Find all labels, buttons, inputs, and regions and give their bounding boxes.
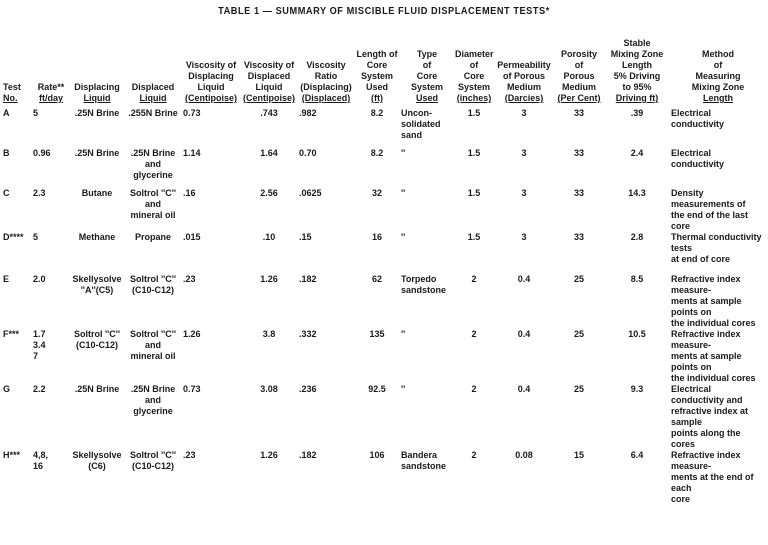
cell-core-type: Uncon- solidated sand [401, 108, 441, 140]
column-header-line: Medium [561, 82, 596, 92]
cell-visc-ratio: .236 [299, 384, 317, 394]
column-header-line: Liquid [139, 93, 167, 103]
column-header-line: Core [463, 71, 485, 81]
cell-visc-ratio: .15 [299, 232, 312, 242]
cell-permeability: 0.4 [517, 384, 531, 394]
column-header-line: Displaced [247, 71, 291, 81]
cell-porosity: 33 [573, 148, 584, 158]
cell-visc-ratio: .982 [299, 108, 317, 118]
cell-mixing-zone: 2.4 [630, 148, 644, 158]
cell-displacing: .25N Brine [74, 384, 120, 394]
column-header-line: of [713, 60, 723, 70]
cell-visc-ratio: 0.70 [299, 148, 317, 158]
column-header [2, 38, 32, 108]
column-header-line: Liquid [197, 82, 225, 92]
cell-test: D**** [3, 232, 24, 242]
cell-visc-displaced: 1.64 [260, 148, 278, 158]
cell-rate: 2.0 [33, 274, 46, 284]
column-header [240, 38, 298, 108]
cell-length: 92.5 [368, 384, 386, 394]
cell-method: Refractive index measure- ments at sample points on the individual cores [671, 274, 756, 328]
cell-permeability: 3 [521, 148, 527, 158]
column-header [182, 38, 240, 108]
cell-displacing: .25N Brine [74, 148, 120, 158]
cell-length: 16 [371, 232, 382, 242]
table-row [2, 232, 766, 274]
cell-rate: 5 [33, 232, 39, 242]
cell-length: 8.2 [370, 148, 384, 158]
cell-rate: 1.7 3.4 7 [33, 329, 46, 361]
table-row [2, 450, 766, 505]
cell-method: Refractive index measure- ments at the end of each core [671, 450, 754, 504]
column-header-line: Viscosity of [185, 60, 237, 70]
cell-method: Electrical conductivity [671, 108, 725, 129]
header-row [2, 38, 766, 108]
column-header-line: 5% Driving [613, 71, 661, 81]
cell-displacing: Skellysolve (C6) [72, 450, 122, 471]
cell-rate: 0.96 [33, 148, 51, 158]
cell-displaced: Soltrol ''C'' and mineral oil [129, 188, 177, 220]
column-header-line: Porous [563, 71, 595, 81]
cell-displaced: .25N Brine and glycerine [130, 148, 176, 180]
column-header [124, 38, 182, 108]
cell-visc-displaced: 3.08 [260, 384, 278, 394]
cell-visc-ratio: .182 [299, 274, 317, 284]
cell-test: A [3, 108, 10, 118]
cell-displacing: Methane [78, 232, 116, 242]
column-header [554, 38, 604, 108]
column-header-line: Mixing Zone [610, 49, 664, 59]
cell-length: 135 [369, 329, 385, 339]
cell-method: Electrical conductivity [671, 148, 725, 169]
cell-diameter: 2 [471, 450, 477, 460]
column-header-line: ft/day [38, 93, 63, 103]
table-row [2, 274, 766, 329]
column-header-line: Viscosity of [243, 60, 295, 70]
cell-diameter: 1.5 [467, 108, 481, 118]
cell-core-type: '' [401, 329, 406, 339]
column-header-line: Porosity [560, 49, 597, 59]
cell-rate: 5 [33, 108, 39, 118]
cell-visc-displaced: .743 [260, 108, 278, 118]
column-header [298, 38, 354, 108]
column-header-line: to 95% [622, 82, 652, 92]
column-header-line: of [574, 60, 584, 70]
column-header-line: Rate** [37, 82, 65, 92]
cell-method: Refractive index measure- ments at sample points on the individual cores [671, 329, 756, 383]
cell-method: Thermal conductivity tests at end of core [671, 232, 762, 264]
column-header-line: of [422, 60, 432, 70]
column-header-line: Core [366, 60, 388, 70]
cell-visc-displacing: 1.26 [183, 329, 201, 339]
cell-visc-displaced: 1.26 [260, 450, 278, 460]
column-header-line: Permeability [497, 60, 551, 70]
column-header-line: (Per Cent) [557, 93, 601, 103]
column-header-line: Length of [356, 49, 398, 59]
cell-visc-displacing: 0.73 [183, 384, 201, 394]
cell-permeability: 0.08 [515, 450, 533, 460]
cell-displacing: Butane [81, 188, 113, 198]
cell-diameter: 2 [471, 384, 477, 394]
cell-test: H*** [3, 450, 21, 460]
column-header-line: Length [622, 60, 652, 70]
cell-visc-displacing: .16 [183, 188, 196, 198]
cell-mixing-zone: 9.3 [630, 384, 644, 394]
cell-rate: 2.2 [33, 384, 46, 394]
cell-displaced: .25N Brine and glycerine [130, 384, 176, 416]
column-header-line: Used [365, 82, 388, 92]
column-header-line: of [469, 60, 479, 70]
cell-porosity: 33 [573, 108, 584, 118]
cell-mixing-zone: 2.8 [630, 232, 644, 242]
cell-length: 106 [369, 450, 385, 460]
cell-rate: 4,8, 16 [33, 450, 49, 471]
cell-displaced: Soltrol ''C'' (C10-C12) [129, 274, 177, 295]
cell-diameter: 1.5 [467, 188, 481, 198]
column-header-line: Liquid [255, 82, 283, 92]
cell-displaced: Soltrol ''C'' (C10-C12) [129, 450, 177, 471]
displacement-tests-table [2, 38, 766, 505]
column-header-line: Diameter [455, 49, 494, 59]
column-header-line: Mixing Zone [691, 82, 745, 92]
table-row [2, 188, 766, 232]
column-header-line: Used [415, 93, 438, 103]
cell-mixing-zone: .39 [630, 108, 644, 118]
column-header-line: Method [702, 49, 734, 59]
column-header [400, 38, 454, 108]
column-header-line: Medium [506, 82, 541, 92]
column-header-line: System [360, 71, 394, 81]
column-header-line: Length [703, 93, 733, 103]
column-header-line: (ft) [371, 93, 383, 103]
column-header-line: Viscosity [306, 60, 346, 70]
column-header-line: Displacing [188, 71, 234, 81]
cell-diameter: 1.5 [467, 148, 481, 158]
cell-visc-displaced: 1.26 [260, 274, 278, 284]
cell-visc-displacing: .23 [183, 274, 196, 284]
column-header [670, 38, 766, 108]
cell-displacing: Skellysolve ''A''(C5) [72, 274, 122, 295]
column-header-line: (inches) [456, 93, 492, 103]
cell-porosity: 25 [573, 329, 584, 339]
cell-visc-displacing: .23 [183, 450, 196, 460]
table-row [2, 329, 766, 384]
cell-permeability: 0.4 [517, 329, 531, 339]
column-header-line: (Darcies) [504, 93, 544, 103]
cell-visc-displacing: 0.73 [183, 108, 201, 118]
cell-displacing: Soltrol ''C'' (C10-C12) [73, 329, 121, 350]
cell-permeability: 3 [521, 232, 527, 242]
column-header-line: Core [416, 71, 438, 81]
cell-test: F*** [3, 329, 20, 339]
cell-visc-ratio: .182 [299, 450, 317, 460]
table-row [2, 108, 766, 148]
column-header-line: System [410, 82, 444, 92]
column-header [32, 38, 70, 108]
cell-core-type: '' [401, 232, 406, 242]
column-header-line: No. [3, 93, 18, 103]
cell-displacing: .25N Brine [74, 108, 120, 118]
cell-core-type: '' [401, 148, 406, 158]
cell-visc-displacing: 1.14 [183, 148, 201, 158]
column-header-line: Stable [623, 38, 651, 48]
cell-porosity: 25 [573, 274, 584, 284]
cell-length: 8.2 [370, 108, 384, 118]
column-header-line: Liquid [83, 93, 111, 103]
cell-mixing-zone: 10.5 [628, 329, 646, 339]
column-header-line: (Centipoise) [184, 93, 237, 103]
cell-core-type: Bandera sandstone [401, 450, 447, 471]
cell-visc-displacing: .015 [183, 232, 201, 242]
cell-mixing-zone: 14.3 [628, 188, 646, 198]
column-header-line: of Porous [503, 71, 545, 81]
cell-permeability: 3 [521, 108, 527, 118]
column-header-line: (Displaced) [301, 93, 351, 103]
cell-displaced: .255N Brine [128, 108, 178, 118]
column-header [604, 38, 670, 108]
table-row [2, 384, 766, 450]
cell-test: G [3, 384, 11, 394]
cell-mixing-zone: 8.5 [630, 274, 644, 284]
cell-rate: 2.3 [33, 188, 46, 198]
cell-test: C [3, 188, 10, 198]
column-header [454, 38, 494, 108]
column-header [70, 38, 124, 108]
cell-test: B [3, 148, 10, 158]
cell-porosity: 33 [573, 232, 584, 242]
column-header-line: Driving ft) [615, 93, 659, 103]
column-header-line: Displacing [74, 82, 120, 92]
column-header-line: System [457, 82, 491, 92]
column-header-line: (Displacing) [300, 82, 352, 92]
cell-porosity: 25 [573, 384, 584, 394]
cell-visc-displaced: .10 [262, 232, 276, 242]
cell-diameter: 2 [471, 274, 477, 284]
cell-core-type: Torpedo sandstone [401, 274, 447, 295]
column-header-line: Type [416, 49, 438, 59]
column-header-line: Ratio [314, 71, 338, 81]
cell-core-type: '' [401, 188, 406, 198]
cell-visc-ratio: .332 [299, 329, 317, 339]
cell-method: Electrical conductivity and refractive index at sample points along the cores [671, 384, 749, 449]
column-header [494, 38, 554, 108]
cell-permeability: 3 [521, 188, 527, 198]
cell-mixing-zone: 6.4 [630, 450, 644, 460]
cell-visc-ratio: .0625 [299, 188, 322, 198]
cell-diameter: 1.5 [467, 232, 481, 242]
column-header-line: (Centipoise) [242, 93, 295, 103]
cell-displaced: Propane [134, 232, 171, 242]
cell-length: 32 [371, 188, 382, 198]
table-title: TABLE 1 — SUMMARY OF MISCIBLE FLUID DISPLACEMENT TESTS* [218, 6, 550, 17]
cell-porosity: 15 [573, 450, 584, 460]
cell-length: 62 [371, 274, 382, 284]
column-header-line: Test [3, 82, 21, 92]
cell-porosity: 33 [573, 188, 584, 198]
cell-displaced: Soltrol ''C'' and mineral oil [129, 329, 177, 361]
cell-test: E [3, 274, 10, 284]
cell-visc-displaced: 3.8 [262, 329, 276, 339]
cell-method: Density measurements of the end of the last core [671, 188, 749, 231]
cell-core-type: '' [401, 384, 406, 394]
column-header [354, 38, 400, 108]
column-header-line: Displaced [131, 82, 175, 92]
cell-visc-displaced: 2.56 [260, 188, 278, 198]
cell-permeability: 0.4 [517, 274, 531, 284]
cell-diameter: 2 [471, 329, 477, 339]
table-row [2, 148, 766, 188]
column-header-line: Measuring [695, 71, 741, 81]
